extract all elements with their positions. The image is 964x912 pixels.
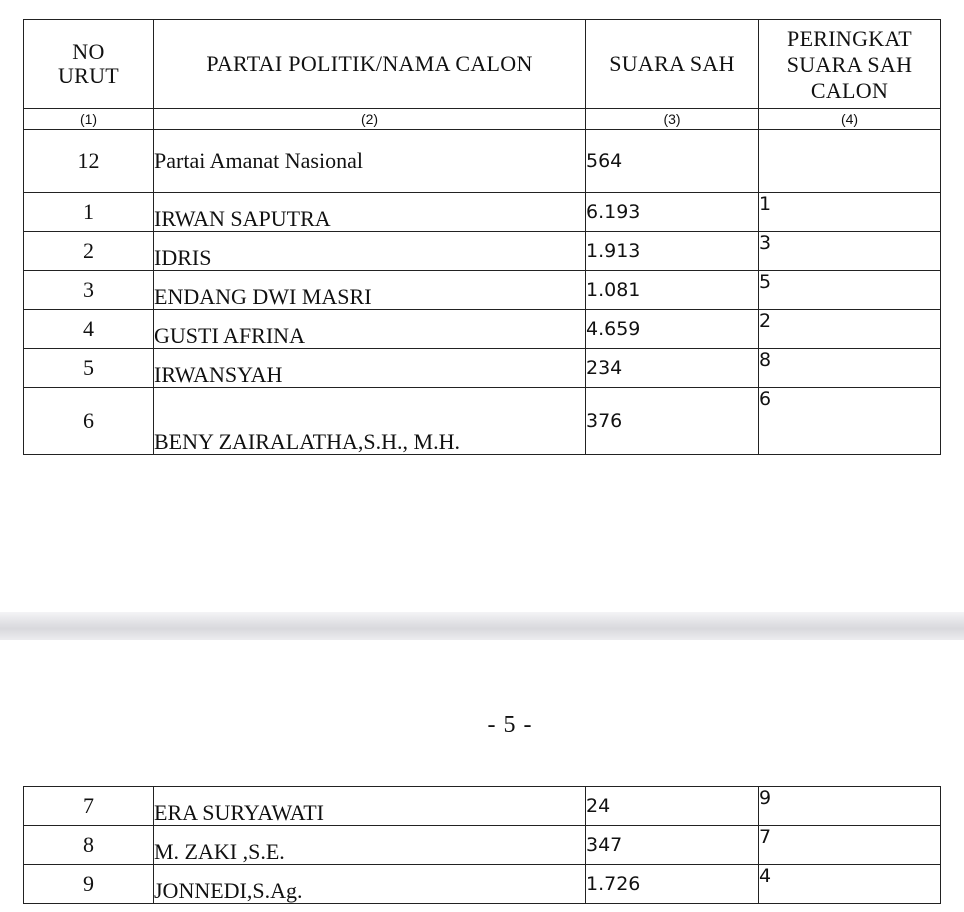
header-suara-sah: SUARA SAH	[586, 20, 759, 109]
table-row	[24, 349, 941, 388]
candidate-name: JONNEDI,S.Ag.	[154, 865, 586, 904]
table-row	[24, 865, 941, 904]
candidate-name: IDRIS	[154, 232, 586, 271]
table-row	[24, 388, 941, 455]
candidate-votes: 1.726	[586, 865, 759, 904]
column-number: (2)	[154, 109, 586, 130]
party-name: Partai Amanat Nasional	[154, 130, 586, 193]
candidate-votes: 1.913	[586, 232, 759, 271]
candidate-votes: 4.659	[586, 310, 759, 349]
candidate-rank: 5	[759, 271, 941, 310]
candidate-number: 1	[24, 193, 154, 232]
party-votes: 564	[586, 130, 759, 193]
candidate-votes: 6.193	[586, 193, 759, 232]
candidate-name: ERA SURYAWATI	[154, 787, 586, 826]
candidate-number: 4	[24, 310, 154, 349]
party-row	[24, 130, 941, 193]
candidate-rank: 7	[759, 826, 941, 865]
candidate-number: 8	[24, 826, 154, 865]
candidate-name: M. ZAKI ,S.E.	[154, 826, 586, 865]
candidate-name: IRWAN SAPUTRA	[154, 193, 586, 232]
column-number: (1)	[24, 109, 154, 130]
candidate-number: 9	[24, 865, 154, 904]
page-number: - 5 -	[487, 712, 533, 738]
candidate-rank: 6	[759, 388, 941, 455]
candidate-rank: 4	[759, 865, 941, 904]
candidate-rank: 3	[759, 232, 941, 271]
vote-results-table-continued	[23, 786, 941, 904]
candidate-rank: 2	[759, 310, 941, 349]
column-number: (4)	[759, 109, 941, 130]
candidate-number: 6	[24, 388, 154, 455]
candidate-number: 3	[24, 271, 154, 310]
header-peringkat: PERINGKAT SUARA SAH CALON	[759, 20, 941, 109]
column-number: (3)	[586, 109, 759, 130]
vote-results-table	[23, 19, 941, 455]
candidate-votes: 1.081	[586, 271, 759, 310]
candidate-rank: 1	[759, 193, 941, 232]
candidate-number: 5	[24, 349, 154, 388]
page-separator	[0, 612, 964, 640]
header-partai-politik: PARTAI POLITIK/NAMA CALON	[154, 20, 586, 109]
candidate-rank: 9	[759, 787, 941, 826]
table-row	[24, 193, 941, 232]
candidate-name: ENDANG DWI MASRI	[154, 271, 586, 310]
candidate-votes: 234	[586, 349, 759, 388]
candidate-votes: 376	[586, 388, 759, 455]
table-row	[24, 826, 941, 865]
candidate-number: 2	[24, 232, 154, 271]
table-row	[24, 271, 941, 310]
table-row	[24, 232, 941, 271]
candidate-votes: 347	[586, 826, 759, 865]
candidate-votes: 24	[586, 787, 759, 826]
candidate-number: 7	[24, 787, 154, 826]
candidate-rank: 8	[759, 349, 941, 388]
header-no-urut: NO URUT	[24, 20, 154, 109]
party-rank	[759, 130, 941, 193]
candidate-name: GUSTI AFRINA	[154, 310, 586, 349]
column-number-row	[24, 109, 941, 130]
candidate-name: IRWANSYAH	[154, 349, 586, 388]
party-number: 12	[24, 130, 154, 193]
table-row	[24, 310, 941, 349]
candidate-name: BENY ZAIRALATHA,S.H., M.H.	[154, 388, 586, 455]
table-header-row	[24, 20, 941, 109]
table-row	[24, 787, 941, 826]
